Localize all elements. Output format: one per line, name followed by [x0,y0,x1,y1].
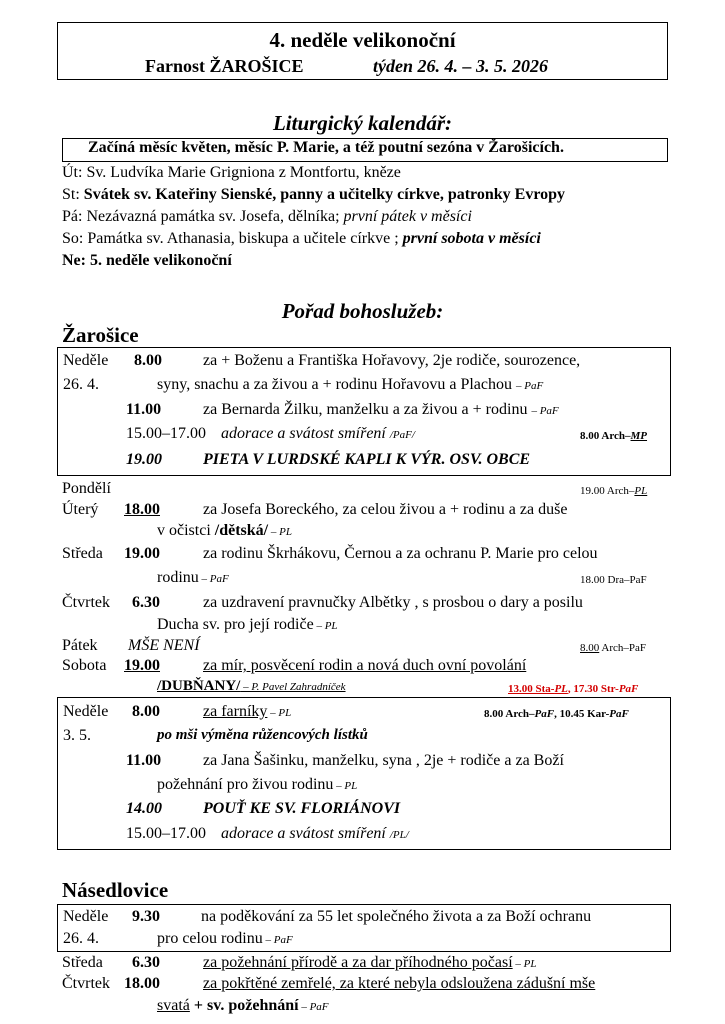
wednesday-day: Středa [62,545,103,562]
saturday-other-mass-2: , 17.30 Str- [567,683,619,695]
sunday-2-intention-2-cont-text: požehnání pro živou rodinu [157,776,334,793]
sunday-1-adoration-priest: /PaF/ [389,429,415,441]
nasedlovice-sunday-day: Neděle [63,908,109,925]
thursday-priest: – PL [313,620,338,632]
calendar-saturday-text: So: Památka sv. Athanasia, biskupa a učitele církve ; [62,230,403,247]
nasedlovice-sunday-intention: na poděkování za 55 let společného života a za Boží ochranu [201,908,592,925]
tuesday-kids-mass: /dětská/ [214,522,269,539]
calendar-friday-text: Pá: Nezávazná památka sv. Josefa, dělníka; [62,208,344,225]
saturday-intention: za mír, posvěcení rodin a nová duch ovní povolání [203,657,527,674]
monday-mass-priest: PL [634,485,648,497]
nasedlovice-thursday-holy: svatá [157,997,190,1014]
wednesday-intention: za rodinu Škrhákovu, Černou a za ochranu P. Marie pro celou [203,545,598,562]
calendar-saturday-note: první sobota v měsíci [402,230,541,247]
thursday-time: 6.30 [132,594,160,611]
thursday-intention-cont-text: Ducha sv. pro její rodiče [157,616,314,633]
section-nasedlovice: Násedlovice [62,878,169,902]
sunday-2-adoration-text: adorace a svátost smíření [221,825,386,842]
sunday-1-date: 26. 4. [63,376,99,393]
sunday-2-priest-2: – PL [333,780,358,792]
sunday-2-adoration-priest: /PL/ [389,829,409,841]
sunday-2-intention-2: za Jana Šašinku, manželku, syna , 2je + rodiče a za Boží [203,752,564,769]
tuesday-intention-cont-text: v očistci [157,522,215,539]
page-title: 4. neděle velikonoční [269,28,456,52]
sunday-2-pilgrimage: POUŤ KE SV. FLORIÁNOVI [203,800,401,817]
nasedlovice-wednesday-intention-text: za požehnání přírodě a za dar příhodného počasí [203,954,513,971]
thursday-day: Čtvrtek [62,594,110,611]
calendar-wednesday-feast: Svátek sv. Kateřiny Sienské, panny a učitelky církve, patronky Evropy [83,186,566,203]
sunday-1-day: Neděle [63,352,109,369]
sunday-1-intention-2 [203,401,559,419]
friday-other-mass-place: Arch–PaF [599,642,646,654]
sunday-1-priest-2: – PaF [531,405,559,417]
saturday-other-masses [508,683,638,695]
nasedlovice-thursday-intention: za pokřtěné zemřelé, za které nebyla odsloužena zádušní mše [203,975,596,992]
nasedlovice-thursday-time: 18.00 [124,975,160,992]
section-zarosice: Žarošice [62,323,139,347]
saturday-time: 19.00 [124,657,160,674]
calendar-sunday: Ne: 5. neděle velikonoční [62,252,232,269]
calendar-notice: Začíná měsíc květen, měsíc P. Marie, a též poutní sezóna v Žarošicích. [88,139,564,156]
calendar-wednesday-prefix: St: [62,186,84,203]
saturday-other-mass-2-priest: PaF [618,683,639,695]
sunday-2-day: Neděle [63,703,109,720]
sunday-1-other-mass [580,430,647,442]
saturday-pilgrims: /DUBŇANY/ [157,678,241,694]
sunday-1-priest-1: – PaF [516,380,544,392]
sunday-1-adoration-text: adorace a svátost smíření [221,425,386,442]
tuesday-intention: za Josefa Boreckého, za celou živou a + rodinu a za duše [203,501,568,518]
sunday-1-adoration [221,425,415,443]
saturday-day: Sobota [62,657,107,674]
tuesday-intention-cont [157,522,292,540]
nasedlovice-sunday-date: 26. 4. [63,930,99,947]
sunday-2-other-mass-2: , 10.45 Kar- [554,708,610,720]
monday-mass [580,485,647,497]
calendar-friday [62,208,472,226]
tuesday-time: 18.00 [124,501,160,518]
nasedlovice-wednesday-intention [203,954,536,972]
wednesday-intention-cont [157,569,229,587]
sunday-1-time-2: 11.00 [126,401,162,418]
sunday-2-other-mass-2-priest: PaF [609,708,629,720]
wednesday-priest: – PaF [198,573,229,585]
nasedlovice-thursday-intention-cont [157,997,329,1015]
calendar-friday-note: první pátek v měsíci [343,208,472,225]
sunday-2-intention-1 [203,703,291,721]
calendar-tuesday: Út: Sv. Ludvíka Marie Grigniona z Montfortu, kněze [62,164,401,181]
sunday-1-pieta: PIETA V LURDSKÉ KAPLI K VÝR. OSV. OBCE [203,451,531,468]
calendar-saturday [62,230,541,248]
sunday-1-other-mass-place: 8.00 Arch– [580,430,631,442]
sunday-2-priest-1: – PL [267,707,292,719]
nasedlovice-wednesday-time: 6.30 [132,954,160,971]
sunday-2-other-masses [484,708,629,720]
parish-name: Farnost ŽAROŠICE [145,56,304,76]
nasedlovice-wednesday-priest: – PL [512,958,537,970]
wednesday-intention-cont-text: rodinu [157,569,199,586]
nasedlovice-thursday-priest: – PaF [298,1001,329,1013]
sunday-1-time-4: 19.00 [126,451,162,468]
thursday-intention-cont [157,616,338,634]
sunday-1-time-1: 8.00 [134,352,162,369]
nasedlovice-wednesday-day: Středa [62,954,103,971]
friday-other-mass-time: 8.00 [580,642,600,654]
sunday-2-time-4: 15.00–17.00 [126,825,206,842]
tuesday-day: Úterý [62,501,99,518]
week-range: týden 26. 4. – 3. 5. 2026 [373,56,548,76]
friday-other-mass [580,642,646,654]
sunday-2-adoration [221,825,409,843]
sunday-2-time-1: 8.00 [132,703,160,720]
sunday-1-intention-2-text: za Bernarda Žilku, manželku a za živou a + rodinu [203,401,528,418]
sunday-2-time-2: 11.00 [126,752,162,769]
schedule-heading: Pořad bohoslužeb: [281,299,444,323]
nasedlovice-sunday-priest: – PaF [262,934,293,946]
calendar-heading: Liturgický kalendář: [272,111,453,135]
saturday-other-mass-1: 13.00 Sta- [508,683,555,695]
saturday-priest: – P. Pavel Zahradníček [240,681,346,693]
sunday-1-intention-1-cont [157,376,543,394]
wednesday-time: 19.00 [124,545,160,562]
thursday-intention: za uzdravení pravnučky Albětky , s prosbou o dary a posilu [203,594,583,611]
sunday-2-intention-2-cont [157,776,357,794]
sunday-2-intention-1-text: za farníky [203,703,268,720]
sunday-1-intention-1: za + Boženu a Františka Hořavovy, 2je rodiče, sourozence, [203,352,581,369]
sunday-2-other-mass-1-priest: PaF [534,708,555,720]
nasedlovice-sunday-time: 9.30 [132,908,160,925]
tuesday-priest: – PL [268,526,292,538]
sunday-2-other-mass-1: 8.00 Arch– [484,708,535,720]
nasedlovice-thursday-blessing: + sv. požehnání [189,997,299,1014]
sunday-1-time-3: 15.00–17.00 [126,425,206,442]
friday-day: Pátek [62,637,98,654]
nasedlovice-thursday-day: Čtvrtek [62,975,110,992]
wednesday-other-mass: 18.00 Dra–PaF [580,574,647,586]
calendar-wednesday [62,186,565,204]
friday-no-mass: MŠE NENÍ [128,637,200,654]
sunday-2-time-3: 14.00 [126,800,162,817]
sunday-1-intention-1-cont-text: syny, snachu a za živou a + rodinu Hořavovu a Plachou [157,376,512,393]
sunday-2-rosary-note: po mši výměna růžencových lístků [157,727,368,743]
saturday-intention-cont [157,678,346,695]
monday-mass-place: 19.00 Arch– [580,485,635,497]
nasedlovice-sunday-intention-cont [157,930,293,948]
saturday-other-mass-1-priest: PL [554,683,568,695]
sunday-2-date: 3. 5. [63,727,91,744]
monday-day: Pondělí [62,480,111,497]
nasedlovice-sunday-intention-cont-text: pro celou rodinu [157,930,263,947]
sunday-1-other-mass-priest: MP [630,430,648,442]
